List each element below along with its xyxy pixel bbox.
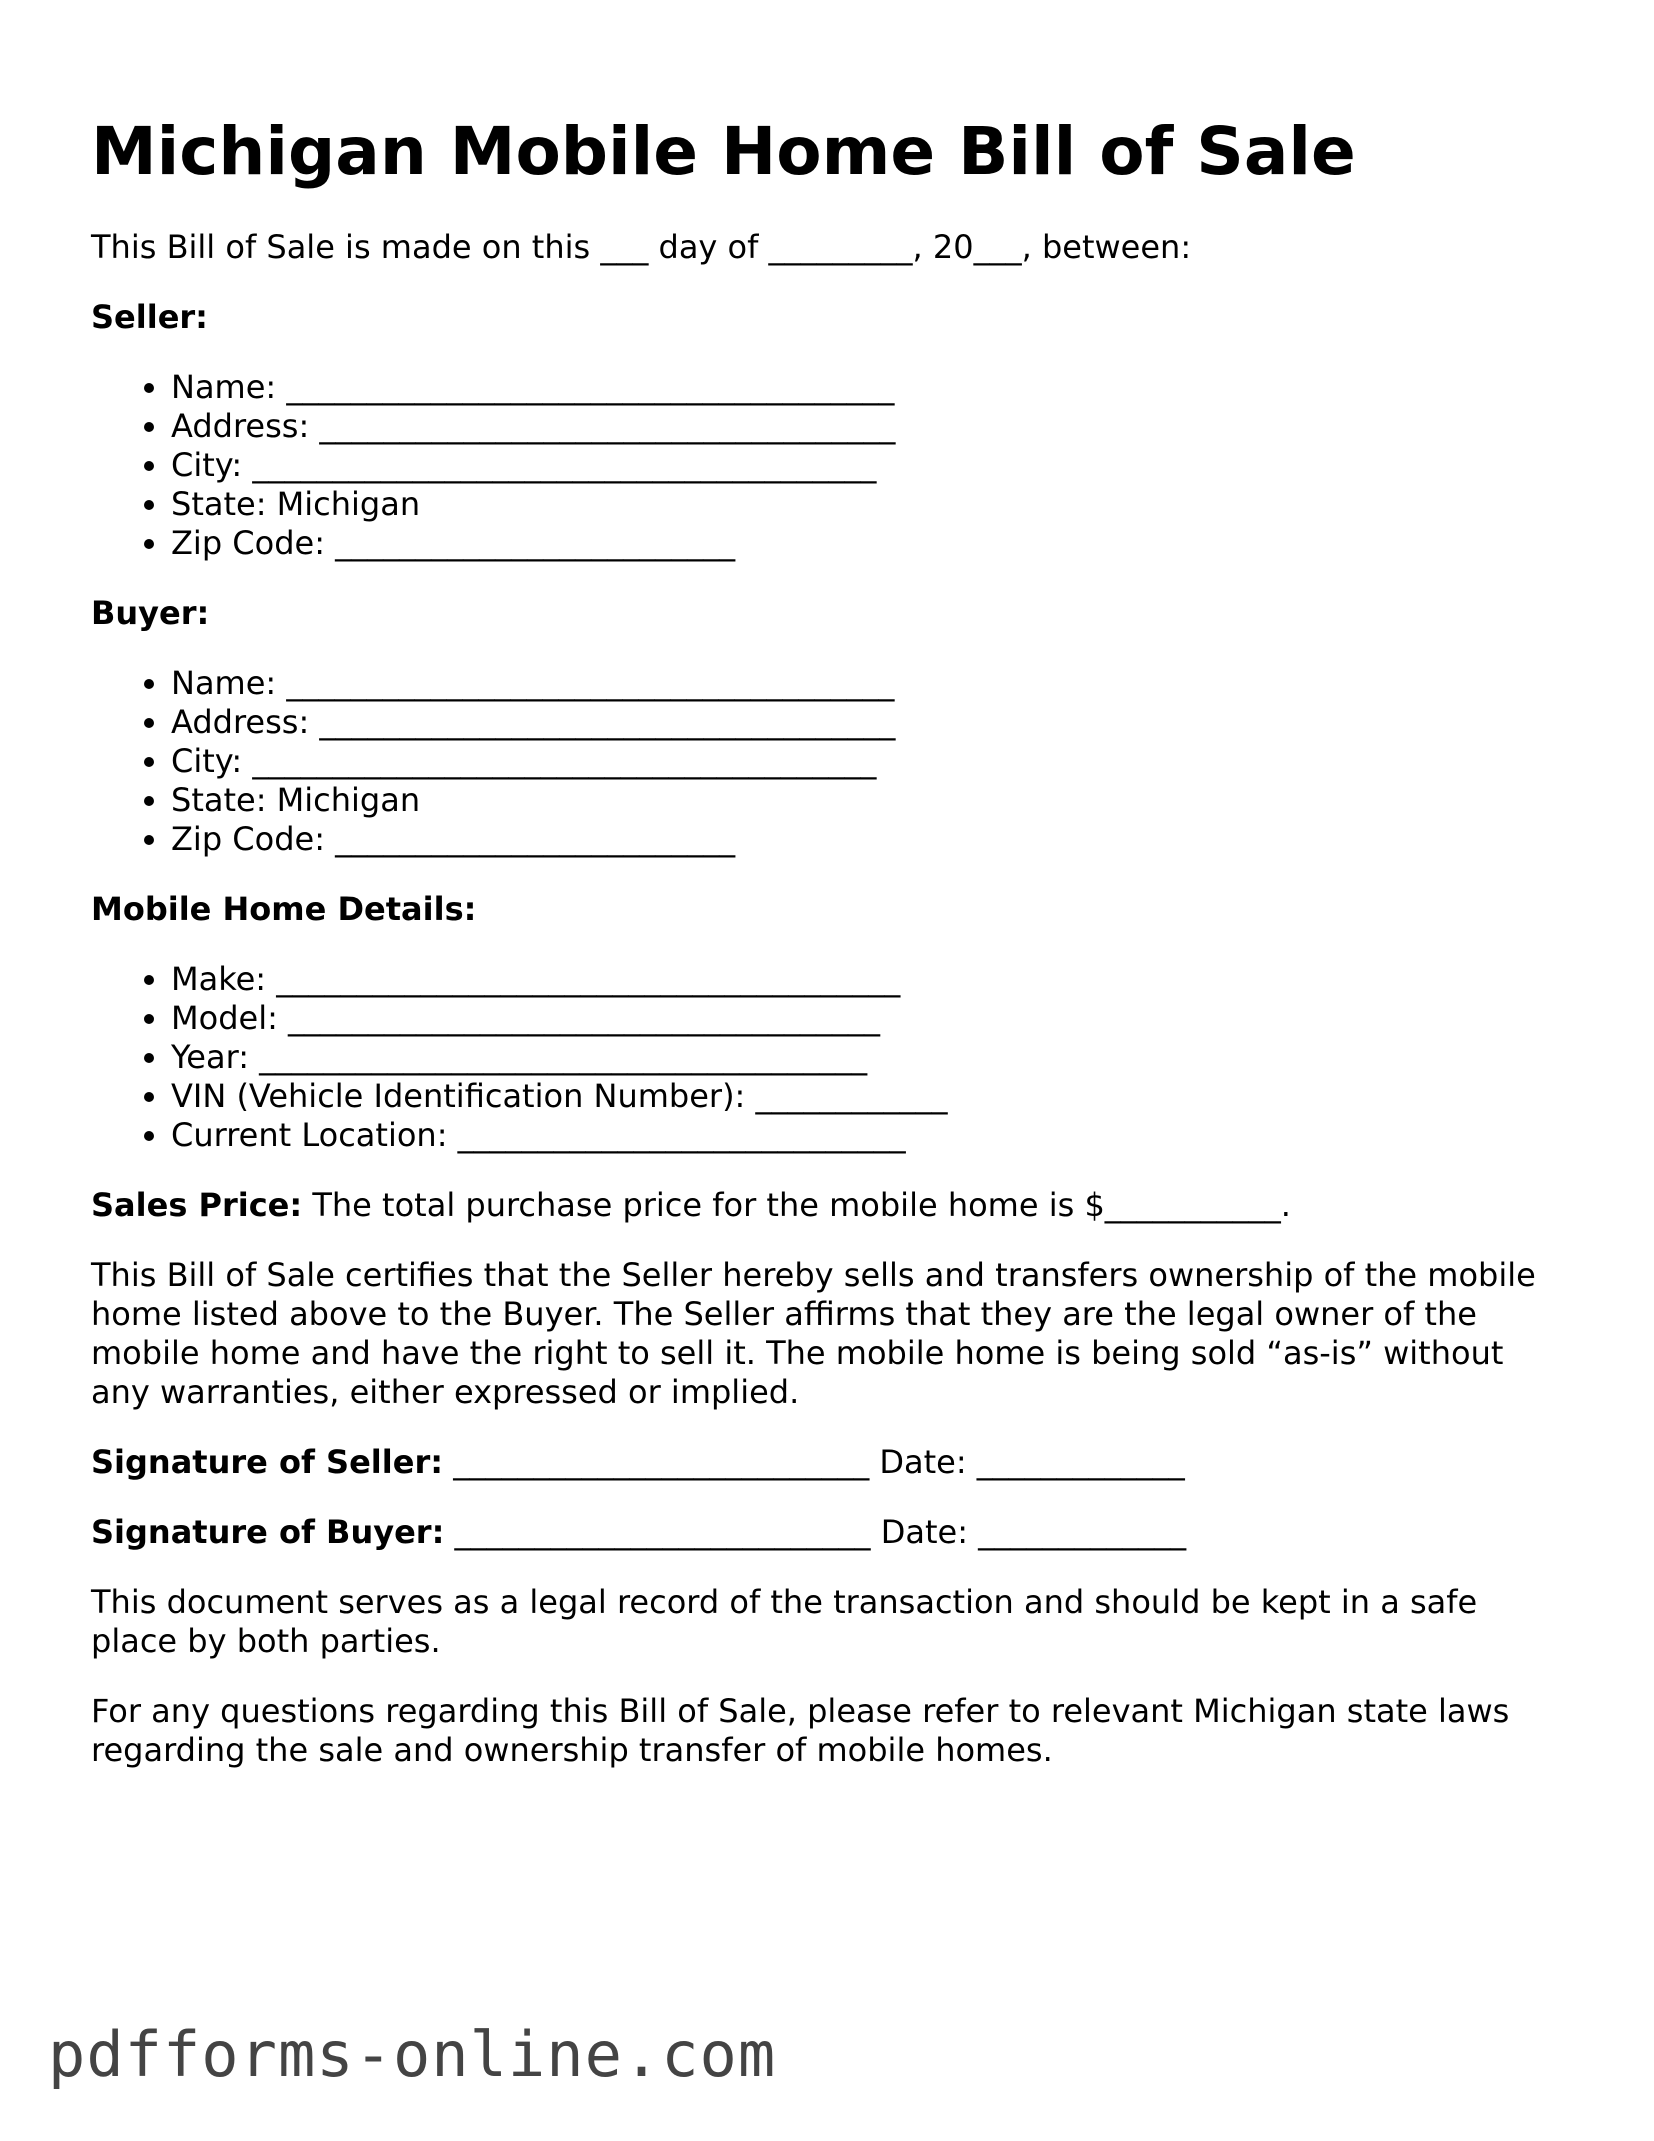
home-details-heading: Mobile Home Details: (91, 890, 477, 928)
buyer-signature-label: Signature of Buyer: (91, 1513, 445, 1551)
home-model-field: • Model: _____________________________________ (171, 999, 1571, 1038)
intro-line: This Bill of Sale is made on this ___ day of _________, 20___, between: (91, 228, 1192, 266)
buyer-zip-field: • Zip Code: _________________________ (171, 820, 1571, 859)
seller-address-field: • Address: ____________________________________ (171, 407, 1571, 446)
buyer-signature-line (91, 1513, 1571, 1552)
seller-signature-blank: __________________________ Date: _____________ (443, 1443, 1185, 1481)
home-year-field: • Year: ______________________________________ (171, 1038, 1571, 1077)
home-details-list (91, 960, 1571, 1155)
seller-signature-line (91, 1443, 1571, 1482)
certification-paragraph: This Bill of Sale certifies that the Seller hereby sells and transfers ownership of the mobile home listed above to the Buyer. The Seller affirms that they are the legal owner of the mobile home and have the right to sell it. The mobile home is being sold “as-is” without any warranties, either expressed or implied. (91, 1256, 1536, 1411)
sales-price-paragraph (91, 1186, 1571, 1225)
buyer-signature-blank: __________________________ Date: _____________ (444, 1513, 1187, 1551)
questions-note: For any questions regarding this Bill of Sale, please refer to relevant Michigan state laws regarding the sale and ownership transfer of mobile homes. (91, 1692, 1510, 1769)
seller-list (91, 368, 1571, 563)
document-title: Michigan Mobile Home Bill of Sale (91, 113, 1356, 190)
home-location-field: • Current Location: ____________________________ (171, 1116, 1571, 1155)
seller-name-field: • Name: ______________________________________ (171, 368, 1571, 407)
document-page (91, 112, 1571, 1801)
buyer-address-field: • Address: ____________________________________ (171, 703, 1571, 742)
record-note: This document serves as a legal record of the transaction and should be kept in a safe place by both parties. (91, 1583, 1478, 1660)
seller-signature-label: Signature of Seller: (91, 1443, 444, 1481)
seller-state-field: • State: Michigan (171, 485, 1571, 524)
buyer-heading: Buyer: (91, 594, 210, 632)
seller-zip-field: • Zip Code: _________________________ (171, 524, 1571, 563)
seller-city-field: • City: _______________________________________ (171, 446, 1571, 485)
watermark: pdfforms-online.com (48, 2018, 777, 2091)
buyer-name-field: • Name: ______________________________________ (171, 664, 1571, 703)
home-make-field: • Make: _______________________________________ (171, 960, 1571, 999)
home-vin-field: • VIN (Vehicle Identification Number): ____________ (171, 1077, 1571, 1116)
buyer-state-field: • State: Michigan (171, 781, 1571, 820)
buyer-city-field: • City: _______________________________________ (171, 742, 1571, 781)
sales-price-text: The total purchase price for the mobile home is $___________. (302, 1186, 1291, 1224)
seller-heading: Seller: (91, 298, 208, 336)
sales-price-label: Sales Price: (91, 1186, 303, 1224)
buyer-list (91, 664, 1571, 859)
